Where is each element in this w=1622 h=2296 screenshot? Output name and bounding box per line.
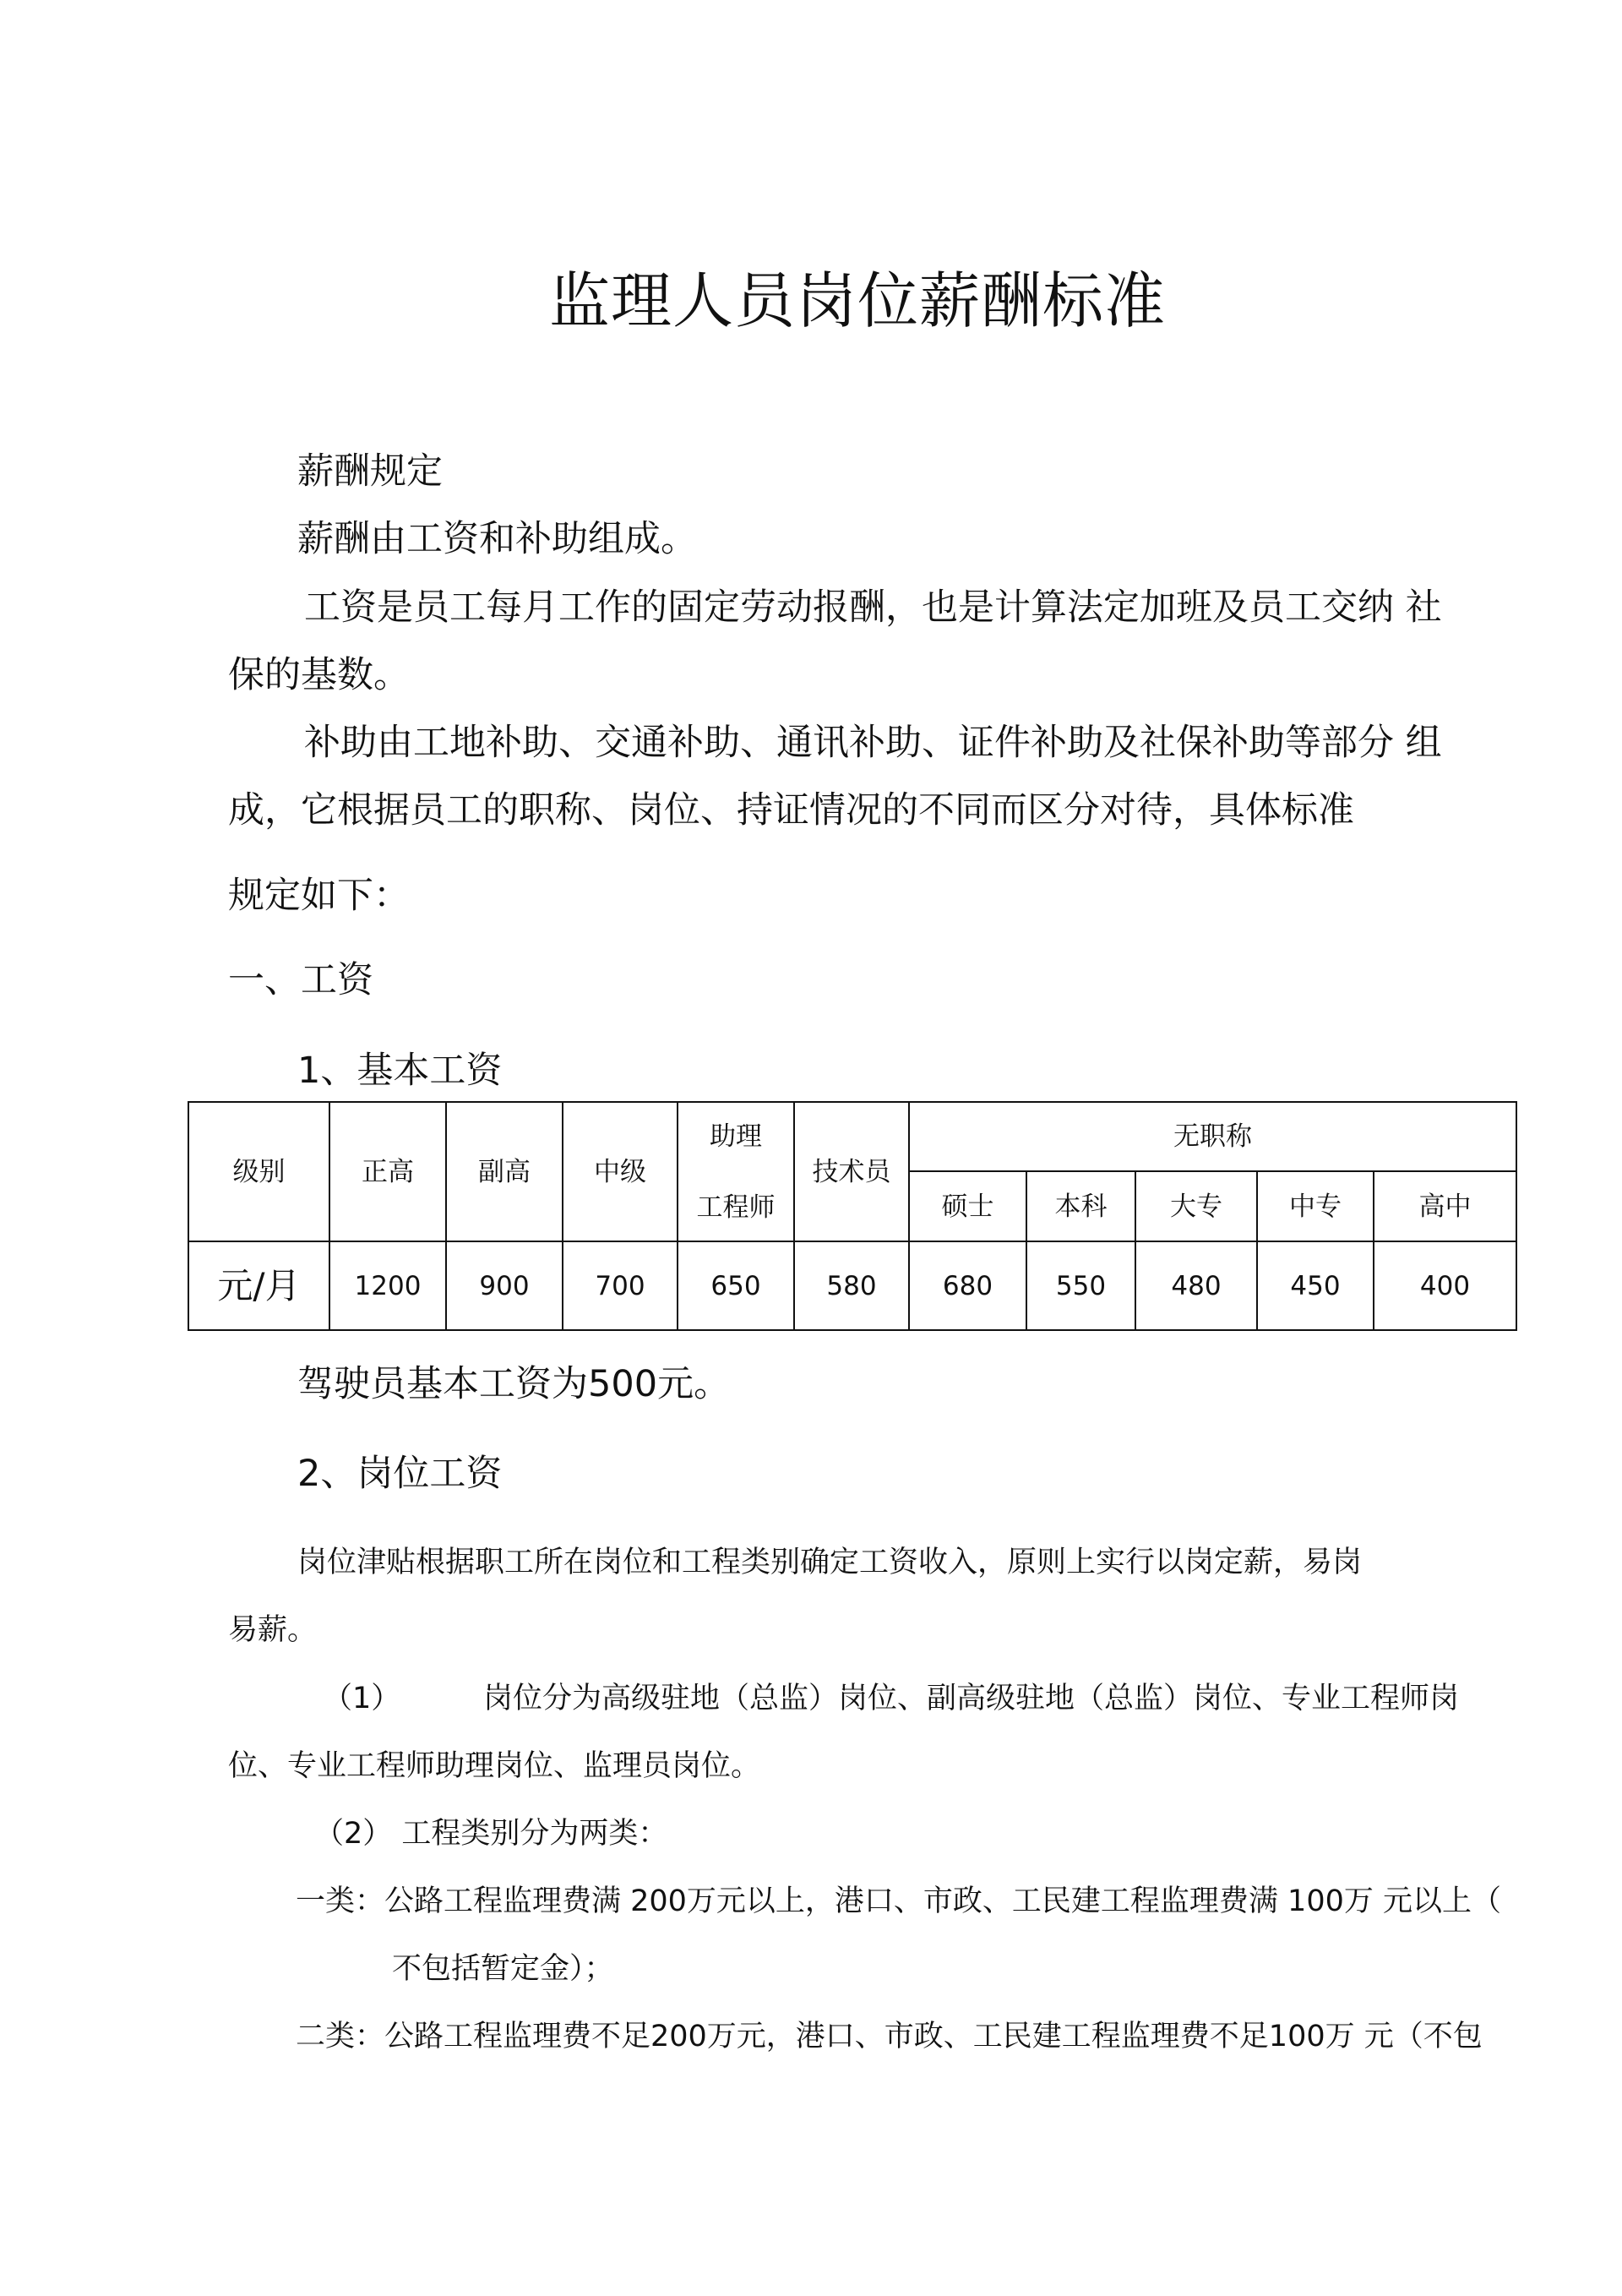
salary-composition-text: 薪酬由工资和补助组成。: [297, 518, 697, 560]
item2-text: （2） 工程类别分为两类：: [314, 1817, 668, 1851]
allowance-text-line2: 易薪。: [228, 1613, 318, 1647]
subsidy-text-line3: 规定如下：: [228, 875, 410, 917]
wage-definition-line2: 保的基数。: [228, 654, 410, 696]
heading-salary-rules: 薪酬规定: [297, 450, 443, 493]
header-no-title: 无职称: [909, 1102, 1516, 1171]
item1-line2: 位、专业工程师助理岗位、监理员岗位。: [228, 1749, 761, 1783]
value-assistant-engineer: 650: [678, 1241, 794, 1330]
header-zhongji: 中级: [563, 1102, 678, 1241]
header-technician: 技术员: [794, 1102, 909, 1241]
basic-wage-heading: 1、基本工资: [297, 1050, 503, 1092]
wage-definition-line1: 工资是员工每月工作的固定劳动报酬，也是计算法定加班及员工交纳 社: [304, 586, 1442, 629]
value-zhenggao: 1200: [329, 1241, 446, 1330]
category1-line1: 一类：公路工程监理费满 200万元以上，港口、市政、工民建工程监理费满 100万 元以上（: [296, 1884, 1501, 1918]
driver-wage-text: 驾驶员基本工资为500元。: [297, 1363, 731, 1405]
category2-line1: 二类：公路工程监理费不足200万元，港口、市政、工民建工程监理费不足100万 元（不包: [296, 2020, 1483, 2053]
header-assistant-line1: 助理: [710, 1121, 762, 1152]
basic-wage-table: [188, 1101, 1517, 1331]
value-master: 680: [909, 1241, 1026, 1330]
subsidy-text-line1: 补助由工地补助、交通补助、通讯补助、证件补助及社保补助等部分 组: [304, 722, 1442, 764]
value-zhongji: 700: [563, 1241, 678, 1330]
value-technician: 580: [794, 1241, 909, 1330]
position-wage-heading: 2、岗位工资: [297, 1453, 503, 1495]
value-secondary: 450: [1257, 1241, 1374, 1330]
header-assistant-line2: 工程师: [696, 1192, 776, 1223]
item1-line1: 岗位分为高级驻地（总监）岗位、副高级驻地（总监）岗位、专业工程师岗: [483, 1682, 1460, 1715]
row-label-monthly: 元/月: [188, 1241, 329, 1330]
value-highschool: 400: [1374, 1241, 1516, 1330]
header-highschool: 高中: [1374, 1171, 1516, 1241]
item1-number: （1）: [323, 1682, 401, 1715]
value-college: 480: [1135, 1241, 1257, 1330]
header-level: 级别: [188, 1102, 329, 1241]
page-title: 监理人员岗位薪酬标准: [549, 265, 1167, 336]
header-bachelor: 本科: [1026, 1171, 1135, 1241]
allowance-text-line1: 岗位津贴根据职工所在岗位和工程类别确定工资收入，原则上实行以岗定薪，易岗: [297, 1546, 1363, 1579]
header-college: 大专: [1135, 1171, 1257, 1241]
header-fugao: 副高: [446, 1102, 563, 1241]
section-wages-heading: 一、工资: [228, 959, 373, 1001]
subsidy-text-line2: 成，它根据员工的职称、岗位、持证情况的不同而区分对待，具体标准: [228, 789, 1354, 832]
value-fugao: 900: [446, 1241, 563, 1330]
header-master: 硕士: [909, 1171, 1026, 1241]
header-secondary: 中专: [1257, 1171, 1374, 1241]
value-bachelor: 550: [1026, 1241, 1135, 1330]
header-assistant-engineer: [678, 1102, 794, 1241]
category1-line2: 不包括暂定金）；: [392, 1952, 614, 1986]
header-zhenggao: 正高: [329, 1102, 446, 1241]
